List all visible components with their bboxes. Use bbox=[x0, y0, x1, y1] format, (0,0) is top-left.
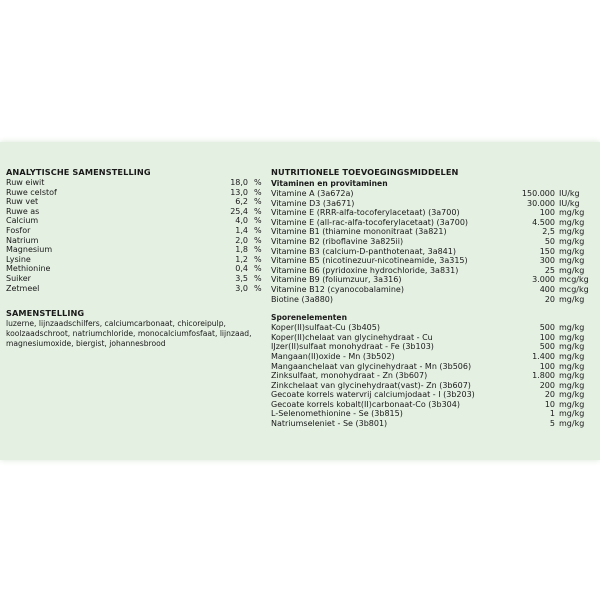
vitamin-row-label: Vitamine B6 (pyridoxine hydrochloride, 3a831) bbox=[271, 265, 459, 275]
vitamin-row bbox=[271, 285, 597, 295]
vitamin-row-label: Vitamine E (RRR-alfa-tocoferylacetaat) (3a700) bbox=[271, 208, 460, 218]
trace-element-row bbox=[271, 400, 597, 410]
analytical-row-label: Lysine bbox=[6, 254, 31, 264]
vitamin-row-label: Vitamine D3 (3a671) bbox=[271, 198, 355, 208]
vitamin-row-label: Vitamine B3 (calcium-D-panthotenaat, 3a841) bbox=[271, 246, 456, 256]
analytical-row-value: 25,4 bbox=[230, 206, 248, 216]
analytical-row-label: Fosfor bbox=[6, 225, 31, 235]
vitamin-row-unit: mg/kg bbox=[559, 236, 585, 246]
trace-element-row-unit: mg/kg bbox=[559, 419, 585, 429]
trace-element-row-value: 10 bbox=[544, 399, 555, 409]
trace-element-row bbox=[271, 371, 597, 381]
vitamin-row-unit: mcg/kg bbox=[559, 275, 589, 285]
analytical-table bbox=[6, 178, 264, 293]
vitamin-row-value: 300 bbox=[539, 256, 555, 266]
analytical-row bbox=[6, 255, 264, 265]
vitamin-row bbox=[271, 256, 597, 266]
trace-element-row-value: 500 bbox=[539, 323, 555, 333]
analytical-row-value: 3,0 bbox=[235, 283, 248, 293]
analytical-row-label: Zetmeel bbox=[6, 283, 40, 293]
analytical-row bbox=[6, 188, 264, 198]
trace-element-row-label: Gecoate korrels watervrij calciumjodaat - I (3b203) bbox=[271, 390, 475, 400]
analytical-row-label: Ruwe celstof bbox=[6, 187, 57, 197]
trace-element-row-unit: mg/kg bbox=[559, 332, 585, 342]
analytical-row bbox=[6, 197, 264, 207]
vitamin-row-value: 30.000 bbox=[527, 198, 555, 208]
vitamin-row bbox=[271, 247, 597, 257]
analytical-row-label: Calcium bbox=[6, 216, 39, 226]
vitamin-row bbox=[271, 266, 597, 276]
trace-element-row bbox=[271, 362, 597, 372]
vitamin-row-value: 4.500 bbox=[532, 217, 555, 227]
vitamin-row bbox=[271, 189, 597, 199]
vitamin-row-value: 100 bbox=[539, 208, 555, 218]
vitamin-row-value: 50 bbox=[544, 236, 555, 246]
vitamin-row-label: Vitamine B12 (cyanocobalamine) bbox=[271, 284, 404, 294]
analytical-row-value: 1,4 bbox=[235, 225, 248, 235]
analytical-row-value: 1,2 bbox=[235, 254, 248, 264]
trace-element-row-label: Zinkchelaat van glycinehydraat(vast)- Zn (3b607) bbox=[271, 380, 471, 390]
analytical-row-unit: % bbox=[254, 216, 262, 226]
analytical-row-unit: % bbox=[254, 245, 262, 255]
analytical-row-unit: % bbox=[254, 225, 262, 235]
trace-elements-table bbox=[271, 323, 597, 429]
trace-element-row bbox=[271, 419, 597, 429]
vitamins-heading: Vitaminen en provitaminen bbox=[271, 179, 388, 188]
analytical-row-label: Ruw eiwit bbox=[6, 178, 45, 187]
analytical-row bbox=[6, 178, 264, 188]
trace-element-row-unit: mg/kg bbox=[559, 323, 585, 333]
vitamin-row-value: 25 bbox=[544, 265, 555, 275]
analytical-row-value: 2,0 bbox=[235, 235, 248, 245]
analytical-row-label: Ruw vet bbox=[6, 197, 39, 207]
vitamin-row-unit: mg/kg bbox=[559, 227, 585, 237]
vitamin-row bbox=[271, 295, 597, 305]
trace-element-row-unit: mg/kg bbox=[559, 409, 585, 419]
vitamin-row-label: Vitamine B2 (riboflavine 3a825ii) bbox=[271, 236, 404, 246]
analytical-row-value: 4,0 bbox=[235, 216, 248, 226]
analytical-row-unit: % bbox=[254, 283, 262, 293]
trace-element-row-unit: mg/kg bbox=[559, 371, 585, 381]
trace-element-row bbox=[271, 390, 597, 400]
trace-element-row-label: Koper(II)sulfaat-Cu (3b405) bbox=[271, 323, 380, 333]
analytical-row-value: 13,0 bbox=[230, 187, 248, 197]
trace-elements-heading: Sporenelementen bbox=[271, 313, 347, 323]
analytical-row bbox=[6, 274, 264, 284]
vitamin-row-unit: mg/kg bbox=[559, 294, 585, 304]
trace-element-row-value: 500 bbox=[539, 342, 555, 352]
analytical-row-unit: % bbox=[254, 178, 262, 187]
trace-element-row-value: 5 bbox=[549, 419, 555, 429]
trace-element-row-label: Mangaan(II)oxide - Mn (3b502) bbox=[271, 351, 395, 361]
analytical-row-unit: % bbox=[254, 187, 262, 197]
vitamin-row-value: 400 bbox=[539, 284, 555, 294]
analytical-row-value: 1,8 bbox=[235, 245, 248, 255]
trace-element-row-value: 1 bbox=[549, 409, 555, 419]
vitamin-row-unit: mg/kg bbox=[559, 265, 585, 275]
vitamin-row bbox=[271, 275, 597, 285]
trace-element-row-unit: mg/kg bbox=[559, 351, 585, 361]
vitamin-row bbox=[271, 237, 597, 247]
composition-heading: SAMENSTELLING bbox=[6, 308, 85, 319]
analytical-row bbox=[6, 207, 264, 217]
analytical-row-value: 18,0 bbox=[230, 178, 248, 187]
trace-element-row-label: Mangaanchelaat van glycinehydraat - Mn (3b506) bbox=[271, 361, 472, 371]
vitamins-table bbox=[271, 189, 597, 304]
trace-element-row-unit: mg/kg bbox=[559, 380, 585, 390]
analytical-row-value: 3,5 bbox=[235, 273, 248, 283]
vitamin-row-unit: IU/kg bbox=[559, 198, 580, 208]
trace-element-row-label: Natriumseleniet - Se (3b801) bbox=[271, 419, 388, 429]
analytical-row bbox=[6, 264, 264, 274]
analytical-row bbox=[6, 236, 264, 246]
right-column bbox=[271, 166, 597, 429]
vitamin-row-label: Vitamine B1 (thiamine mononitraat (3a821) bbox=[271, 227, 447, 237]
trace-element-row-value: 1.800 bbox=[532, 371, 555, 381]
vitamin-row-value: 2,5 bbox=[542, 227, 555, 237]
analytical-row bbox=[6, 216, 264, 226]
analytical-row-unit: % bbox=[254, 235, 262, 245]
trace-element-row-unit: mg/kg bbox=[559, 361, 585, 371]
analytical-row bbox=[6, 245, 264, 255]
vitamin-row-unit: mcg/kg bbox=[559, 284, 589, 294]
vitamin-row-label: Vitamine B9 (foliumzuur, 3a316) bbox=[271, 275, 402, 285]
analytical-row-label: Magnesium bbox=[6, 245, 53, 255]
analytical-row bbox=[6, 226, 264, 236]
trace-element-row-label: Zinksulfaat, monohydraat - Zn (3b607) bbox=[271, 371, 428, 381]
left-column bbox=[6, 166, 264, 349]
trace-element-row-unit: mg/kg bbox=[559, 399, 585, 409]
analytical-row-value: 0,4 bbox=[235, 264, 248, 274]
vitamin-row-unit: mg/kg bbox=[559, 256, 585, 266]
vitamin-row-unit: IU/kg bbox=[559, 189, 580, 198]
vitamin-row-unit: mg/kg bbox=[559, 217, 585, 227]
vitamin-row-label: Vitamine B5 (nicotinezuur-nicotineamide, 3a315) bbox=[271, 256, 468, 266]
vitamin-row-label: Vitamine E (all-rac-alfa-tocoferylacetaat) (3a700) bbox=[271, 217, 469, 227]
trace-element-row-value: 200 bbox=[539, 380, 555, 390]
analytical-row-label: Methionine bbox=[6, 264, 51, 274]
trace-element-row-value: 20 bbox=[544, 390, 555, 400]
analytical-row-unit: % bbox=[254, 197, 262, 207]
vitamin-row-unit: mg/kg bbox=[559, 246, 585, 256]
composition-text: luzerne, lijnzaadschilfers, calciumcarbonaat, chicoreipulp, koolzaadschroot, natriumchloride, monocalciumfosfaat, lijnzaad, magnesiumoxide, biergist, johannesbrood bbox=[6, 319, 252, 349]
trace-element-row-label: Gecoate korrels kobalt(II)carbonaat-Co (3b304) bbox=[271, 399, 460, 409]
analytical-row bbox=[6, 284, 264, 294]
vitamin-row-value: 3.000 bbox=[532, 275, 555, 285]
trace-element-row bbox=[271, 352, 597, 362]
analytical-row-label: Natrium bbox=[6, 235, 39, 245]
trace-element-row-unit: mg/kg bbox=[559, 342, 585, 352]
trace-element-row bbox=[271, 381, 597, 391]
vitamin-row bbox=[271, 227, 597, 237]
trace-element-row-value: 1.400 bbox=[532, 351, 555, 361]
trace-element-row-label: IJzer(II)sulfaat monohydraat - Fe (3b103) bbox=[271, 342, 434, 352]
vitamin-row-label: Biotine (3a880) bbox=[271, 294, 334, 304]
vitamin-row-label: Vitamine A (3a672a) bbox=[271, 189, 354, 198]
analytical-row-unit: % bbox=[254, 206, 262, 216]
trace-element-row bbox=[271, 333, 597, 343]
vitamin-row-unit: mg/kg bbox=[559, 208, 585, 218]
vitamin-row-value: 150.000 bbox=[521, 189, 555, 198]
analytical-row-label: Ruwe as bbox=[6, 206, 40, 216]
trace-element-row bbox=[271, 409, 597, 419]
additives-heading: NUTRITIONELE TOEVOEGINGSMIDDELEN bbox=[271, 167, 459, 177]
vitamin-row-value: 20 bbox=[544, 294, 555, 304]
vitamin-row bbox=[271, 199, 597, 209]
vitamin-row bbox=[271, 208, 597, 218]
analytical-row-value: 6,2 bbox=[235, 197, 248, 207]
trace-element-row-value: 100 bbox=[539, 332, 555, 342]
vitamin-row bbox=[271, 218, 597, 228]
analytical-row-unit: % bbox=[254, 254, 262, 264]
trace-element-row-value: 100 bbox=[539, 361, 555, 371]
trace-element-row-label: L-Selenomethionine - Se (3b815) bbox=[271, 409, 403, 419]
analytical-row-unit: % bbox=[254, 264, 262, 274]
trace-element-row-unit: mg/kg bbox=[559, 390, 585, 400]
analytical-row-unit: % bbox=[254, 273, 262, 283]
analytical-row-label: Suiker bbox=[6, 273, 31, 283]
trace-element-row bbox=[271, 323, 597, 333]
vitamin-row-value: 150 bbox=[539, 246, 555, 256]
trace-element-row bbox=[271, 342, 597, 352]
trace-element-row-label: Koper(II)chelaat van glycinehydraat - Cu bbox=[271, 332, 433, 342]
analytical-heading: ANALYTISCHE SAMENSTELLING bbox=[6, 167, 151, 177]
